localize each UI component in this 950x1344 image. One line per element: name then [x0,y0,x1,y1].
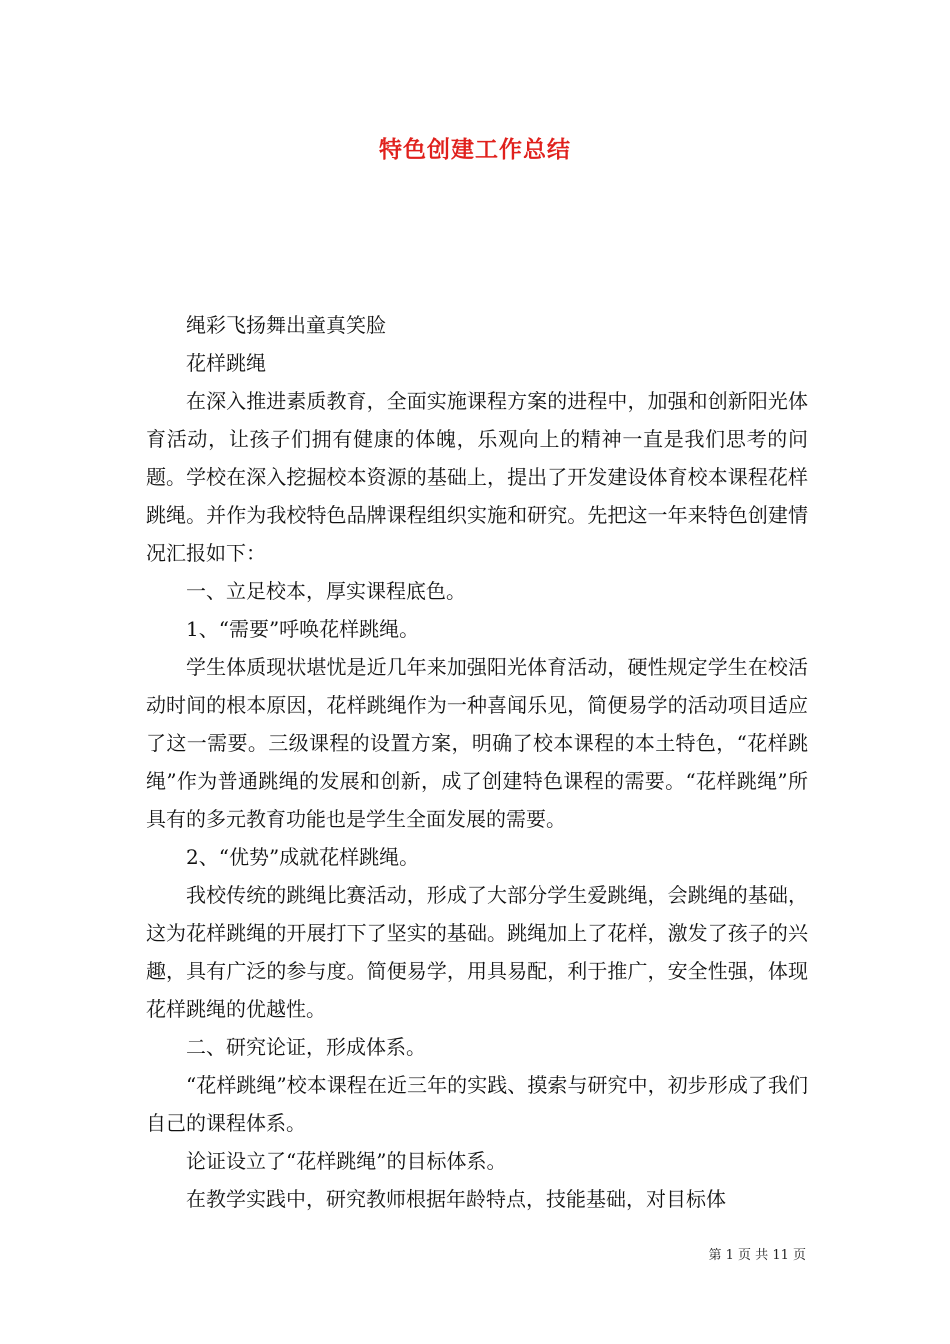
section-heading: 二、研究论证，形成体系。 [186,1035,426,1059]
document-title: 特色创建工作总结 [379,136,571,163]
paragraph-topic: 花样跳绳 [186,351,266,375]
subsection-heading: 2、“优势”成就花样跳绳。 [186,845,420,869]
paragraph: “花样跳绳”校本课程在近三年的实践、摸索与研究中，初步形成了我们自己的课程体系。 [146,1073,808,1135]
page-number-footer: 第 1 页 共 11 页 [708,1248,806,1263]
paragraph: 我校传统的跳绳比赛活动，形成了大部分学生爱跳绳，会跳绳的基础，这为花样跳绳的开展打下了坚实的基础。跳绳加上了花样，激发了孩子的兴趣，具有广泛的参与度。简便易学，用具易配，利于推广，安全性强，体现花样跳绳的优越性。 [146,883,808,1021]
paragraph: 学生体质现状堪忧是近几年来加强阳光体育活动，硬性规定学生在校活动时间的根本原因，花样跳绳作为一种喜闻乐见，简便易学的活动项目适应了这一需要。三级课程的设置方案，明确了校本课程的本土特色，“花样跳绳”作为普通跳绳的发展和创新，成了创建特色课程的需要。“花样跳绳”所具有的多元教育功能也是学生全面发展的需要。 [146,655,808,831]
subsection-heading: 1、“需要”呼唤花样跳绳。 [186,617,420,641]
paragraph: 在教学实践中，研究教师根据年龄特点，技能基础，对目标体 [186,1187,726,1211]
paragraph: 论证设立了“花样跳绳”的目标体系。 [186,1149,507,1173]
document-body [146,306,808,1218]
section-heading: 一、立足校本，厚实课程底色。 [186,579,466,603]
paragraph-subtitle: 绳彩飞扬舞出童真笑脸 [186,313,386,337]
paragraph: 在深入推进素质教育，全面实施课程方案的进程中，加强和创新阳光体育活动，让孩子们拥有健康的体魄，乐观向上的精神一直是我们思考的问题。学校在深入挖掘校本资源的基础上，提出了开发建设体育校本课程花样跳绳。并作为我校特色品牌课程组织实施和研究。先把这一年来特色创建情况汇报如下： [146,389,808,565]
